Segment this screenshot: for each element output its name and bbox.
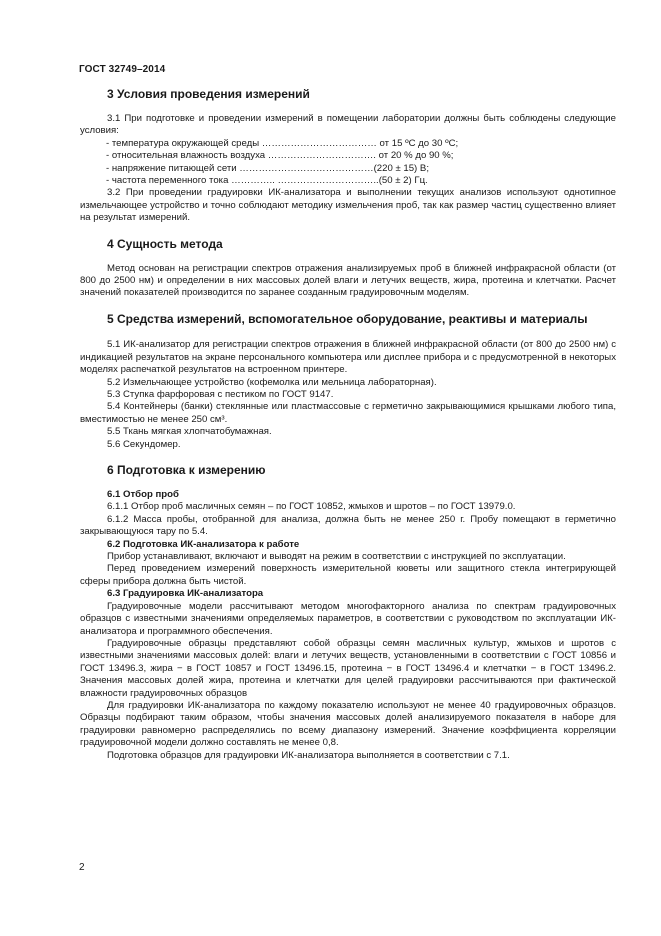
paragraph-3-2: 3.2 При проведении градуировки ИК-анализатора и выполнении текущих анализов используют однотипное измельчающее устройство и точно соблюдают методику измельчения проб, так как размер частиц существенно влияет на результат измерений.: [80, 187, 616, 224]
document-body: [80, 85, 616, 762]
list-item: - напряжение питающей сети ……………………………………(220 ± 15) В;: [106, 162, 429, 174]
paragraph-5-6: 5.6 Секундомер.: [107, 438, 181, 450]
list-item: - температура окружающей среды ……………………………… от 15 ºС до 30 ºС;: [106, 137, 459, 149]
paragraph-6-2-1: Прибор устанавливают, включают и выводят на режим в соответствии с инструкцией по эксплуатации.: [107, 551, 566, 563]
paragraph-6-3-3: Для градуировки ИК-анализатора по каждому показателю используют не менее 40 градуировочных образцов. Образцы подбирают таким образом, чтобы значения массовых долей анализируемого показателя в наборе для градуировки равномерно распределялись по всему диапазону измерений. Значение коэффициента корреляции градуировочной модели должно составлять не менее 0,8.: [80, 699, 616, 749]
subsection-6-3-heading: 6.3 Градуировка ИК-анализатора: [107, 588, 264, 600]
list-item: - относительная влажность воздуха ……………………………. от 20 % до 90 %;: [106, 150, 454, 162]
conditions-list: [80, 138, 616, 188]
paragraph-6-1-1: 6.1.1 Отбор проб масличных семян – по ГОСТ 10852, жмыхов и шротов – по ГОСТ 13979.0.: [107, 501, 516, 513]
paragraph-5-1: 5.1 ИК-анализатор для регистрации спектров отражения в ближней инфракрасной области (от 800 до 2500 нм) с индикацией результатов на экране персонального компьютера или дисплее прибора и с предусмотренной в некоторых моделях распечаткой результатов на встроенном принтере.: [80, 339, 616, 376]
paragraph-6-3-2: Градуировочные образцы представляют собой образцы семян масличных культур, жмыхов и шротов с известными значениями массовых долей: влаги и летучих веществ, установленными в соответствии с ГОСТ 10856 и ГОСТ 13496.3, жира − в ГОСТ 10857 и ГОСТ 13496.15, протеина − в ГОСТ 13496.4 и клетчатки − в ГОСТ 13496.2. Значения массовых долей жира, протеина и клетчатки для целей градуировки рассчитываются при фактической влажности градуировочных образцов: [80, 637, 616, 699]
paragraph-3-1: 3.1 При подготовке и проведении измерений в помещении лаборатории должны быть соблюдены следующие условия:: [80, 113, 616, 137]
paragraph-6-1-2: 6.1.2 Масса пробы, отобранной для анализа, должна быть не менее 250 г. Пробу помещают в герметично закрывающуюся тару по 5.4.: [80, 513, 616, 538]
document-header: ГОСТ 32749–2014: [79, 64, 166, 75]
section-6-heading: 6 Подготовка к измерению: [107, 463, 266, 478]
subsection-6-1-heading: 6.1 Отбор проб: [107, 489, 179, 501]
page-number: 2: [79, 862, 85, 873]
subsection-6-2-heading: 6.2 Подготовка ИК-анализатора к работе: [107, 538, 300, 550]
paragraph-6-3-1: Градуировочные модели рассчитывают методом многофакторного анализа по спектрам градуировочных образцов с известными значениями определяемых параметров, в соответствии с руководством по эксплуатации ИК-анализатора и программного обеспечения.: [80, 600, 616, 637]
paragraph-5-3: 5.3 Ступка фарфоровая с пестиком по ГОСТ 9147.: [107, 389, 334, 400]
section-5-heading: 5 Средства измерений, вспомогательное оборудование, реактивы и материалы: [107, 311, 588, 326]
list-item: - частота переменного тока ………….. …………………………..(50 ± 2) Гц.: [106, 175, 428, 187]
section-3-heading: 3 Условия проведения измерений: [107, 87, 310, 101]
paragraph-6-2-2: Перед проведением измерений поверхность измерительной кюветы или защитного стекла интегрирующей сферы прибора должна быть чистой.: [80, 563, 616, 587]
paragraph-5-2: 5.2 Измельчающее устройство (кофемолка или мельница лабораторная).: [107, 376, 437, 388]
paragraph-5-5: 5.5 Ткань мягкая хлопчатобумажная.: [107, 426, 272, 438]
section-4-heading: 4 Сущность метода: [107, 236, 223, 251]
paragraph-5-4: 5.4 Контейнеры (банки) стеклянные или пластмассовые с герметично закрывающимися крышками любого типа, вместимостью не менее 250 см³.: [80, 401, 616, 425]
paragraph-4: Метод основан на регистрации спектров отражения анализируемых проб в ближней инфракрасной области (от 800 до 2500 нм) и определении в них массовых долей влаги и летучих веществ, жира, протеина и клетчатки. Расчет значений показателей производится по заранее созданным градуировочным моделям.: [80, 262, 616, 299]
paragraph-6-3-4: Подготовка образцов для градуировки ИК-анализатора выполняется в соответствии с 7.1.: [107, 749, 510, 761]
